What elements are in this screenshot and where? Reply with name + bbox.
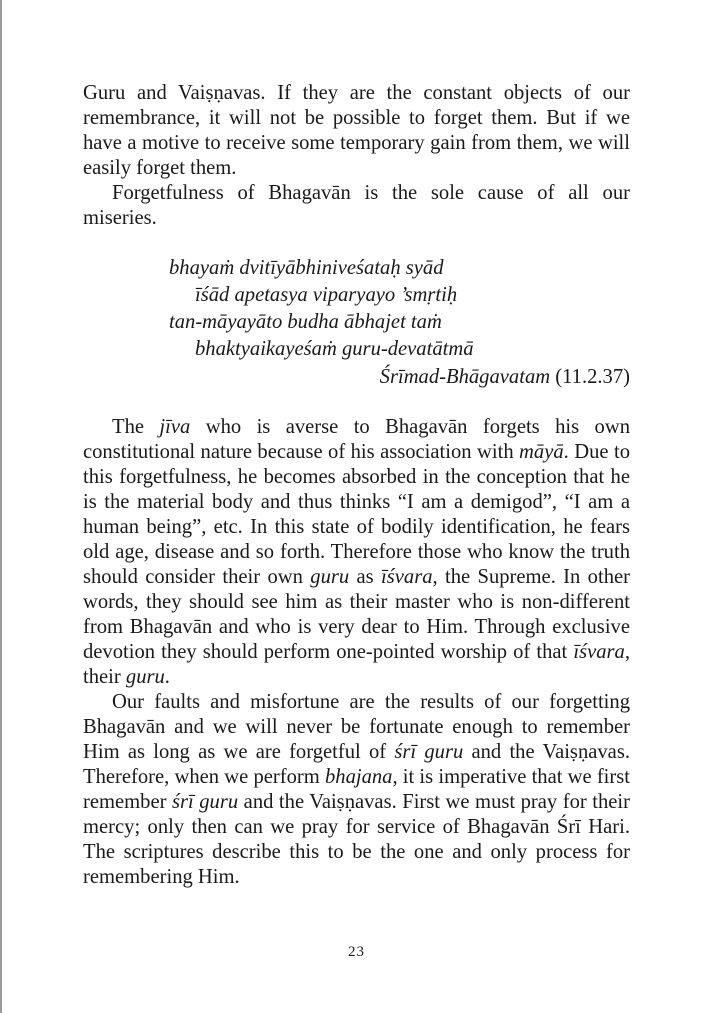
page-body: [83, 81, 630, 890]
paragraph-continued: Guru and Vaiṣṇavas. If they are the constant objects of our remembrance, it will not be possible to forget them. But if we have a motive to receive some temporary gain from them, we will easily forget them.: [83, 82, 630, 179]
verse-line-3: tan-māyayāto budha ābhajet taṁ: [169, 311, 442, 333]
paragraph-forgetfulness: Forgetfulness of Bhagavān is the sole cause of all our miseries.: [83, 182, 630, 229]
page-left-edge: [0, 0, 2, 1013]
verse-source-title: Śrīmad-Bhāgavatam: [379, 366, 551, 388]
term-guru: guru: [310, 566, 350, 588]
term-bhajana: bhajana: [324, 766, 393, 788]
term-sri-guru: śrī guru: [172, 791, 239, 813]
term-guru: guru: [125, 666, 165, 688]
verse-line-2: īśād apetasya viparyayo ’smṛtiḥ: [195, 284, 458, 306]
verse-line-1: bhayaṁ dvitīyābhiniveśataḥ syād: [169, 257, 444, 279]
term-isvara: īśvara: [573, 641, 625, 663]
sanskrit-verse: [83, 255, 630, 391]
paragraph-faults: Our faults and misfortune are the results of our forgetting Bhagavān and we will never be fortunate enough to remember Him as long as we are forgetful of śrī guru and the Vaiṣṇavas. Therefore, when we perform bhajana, it is imperative that we first remember śrī guru and the Vaiṣṇavas. First we must pray for their mercy; only then can we pray for service of Bhagavān Śrī Hari. The scriptures describe this to be the one and only process for remembering Him.: [83, 691, 630, 888]
term-isvara: īśvara: [381, 566, 433, 588]
term-maya: māyā: [519, 441, 564, 463]
verse-source: [83, 363, 630, 391]
term-jiva: jīva: [159, 416, 191, 438]
page-number: 23: [348, 944, 365, 960]
verse-source-reference: (11.2.37): [555, 366, 630, 388]
term-sri-guru: śrī guru: [394, 741, 464, 763]
verse-line-4: bhaktyaikayeśaṁ guru-devatātmā: [195, 338, 474, 360]
paragraph-jiva: The jīva who is averse to Bhagavān forgets his own constitutional nature because of his association with māyā. Due to this forgetfulness, he becomes absorbed in the conception that he is the material body and thus thinks “I am a demigod”, “I am a human being”, etc. In this state of bodily identification, he fears old age, disease and so forth. Therefore those who know the truth should consider their own guru as īśvara, the Supreme. In other words, they should see him as their master who is non-different from Bhagavān and who is very dear to Him. Through exclusive devotion they should perform one-pointed worship of that īśvara, their guru.: [83, 416, 630, 688]
